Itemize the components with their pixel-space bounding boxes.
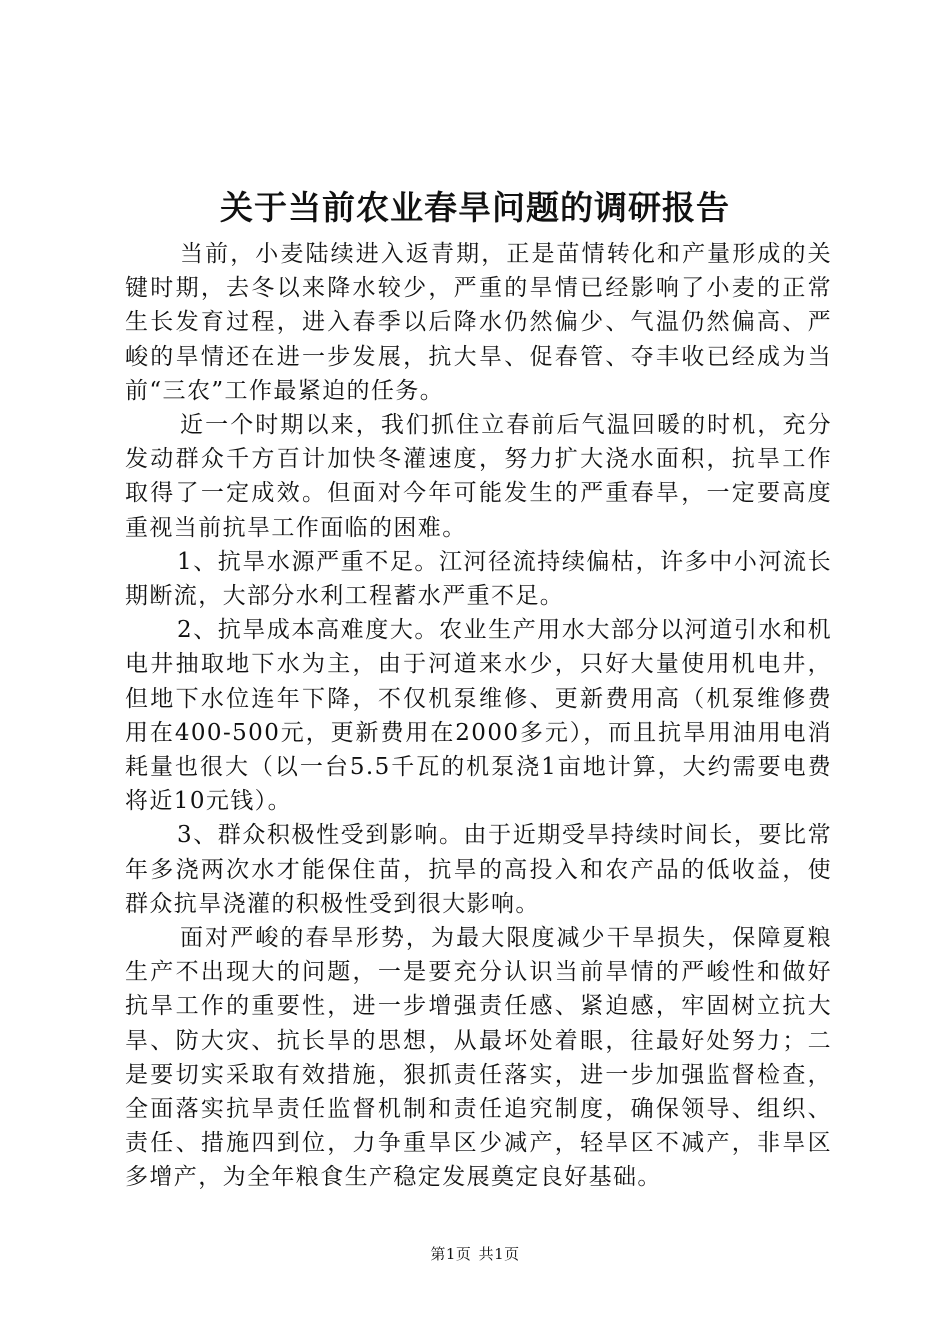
paragraph-difficulty-2: 2、抗旱成本高难度大。农业生产用水大部分以河道引水和机电井抽取地下水为主，由于河道来水少，只好大量使用机电井，但地下水位连年下降，不仅机泵维修、更新费用高（机泵维修费用在400-500元，更新费用在2000多元），而且抗旱用油用电消耗量也很大（以一台5.5千瓦的机泵浇1亩地计算，大约需要电费将近10元钱）。 [125, 617, 832, 815]
page-total: 共1页 [478, 1245, 520, 1263]
page-number: 第1页 [430, 1245, 472, 1263]
paragraph-intro: 当前，小麦陆续进入返青期，正是苗情转化和产量形成的关键时期，去冬以来降水较少，严重的旱情已经影响了小麦的正常生长发育过程，进入春季以后降水仍然偏少、气温仍然偏高、严峻的旱情还在进一步发展，抗大旱、促春管、夺丰收已经成为当前“三农”工作最紧迫的任务。 [125, 241, 832, 404]
paragraph-difficulty-3: 3、群众积极性受到影响。由于近期受旱持续时间长，要比常年多浇两次水才能保住苗，抗旱的高投入和农产品的低收益，使群众抗旱浇灌的积极性受到很大影响。 [125, 822, 832, 917]
paragraph-measures: 面对严峻的春旱形势，为最大限度减少干旱损失，保障夏粮生产不出现大的问题，一是要充分认识当前旱情的严峻性和做好抗旱工作的重要性，进一步增强责任感、紧迫感，牢固树立抗大旱、防大灾、抗长旱的思想，从最坏处着眼，往最好处努力；二是要切实采取有效措施，狠抓责任落实，进一步加强监督检查，全面落实抗旱责任监督机制和责任追究制度，确保领导、组织、责任、措施四到位，力争重旱区少减产，轻旱区不减产，非旱区多增产，为全年粮食生产稳定发展奠定良好基础。 [125, 925, 832, 1191]
page-footer [0, 1244, 950, 1264]
document-body [125, 237, 832, 1195]
paragraph-progress: 近一个时期以来，我们抓住立春前后气温回暖的时机，充分发动群众千方百计加快冬灌速度，努力扩大浇水面积，抗旱工作取得了一定成效。但面对今年可能发生的严重春旱，一定要高度重视当前抗旱工作面临的困难。 [125, 412, 832, 541]
document-title: 关于当前农业春旱问题的调研报告 [220, 188, 730, 227]
paragraph-difficulty-1: 1、抗旱水源严重不足。江河径流持续偏枯，许多中小河流长期断流，大部分水利工程蓄水严重不足。 [125, 548, 832, 610]
